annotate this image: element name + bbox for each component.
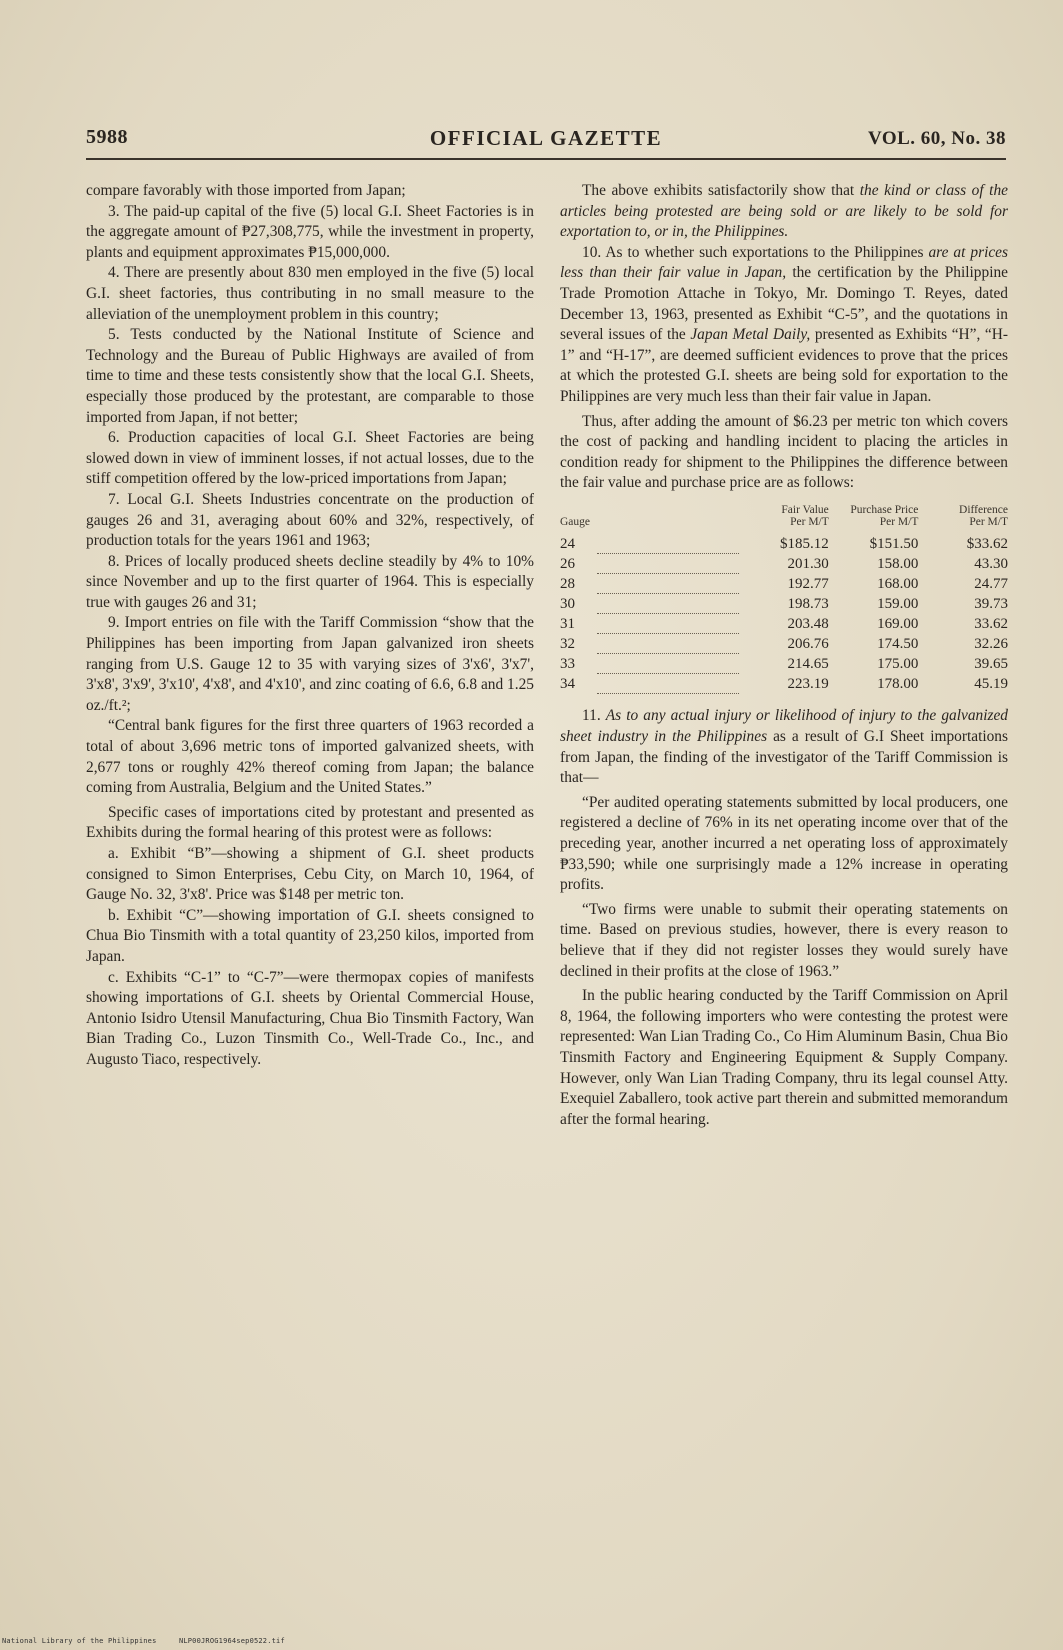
library-credit: National Library of the Philippines [2,1637,157,1645]
paragraph: In the public hearing conducted by the Tariff Commission on April 8, 1964, the following importers who were contesting the protest were represented: Wan Lian Trading Co., Co Him Aluminum Basin, Chua Bio Tinsmith Factory and Engineering Equipment & Supply Company. However, only Wan Lian Trading Company, thru its legal counsel Atty. Exequiel Zaballero, took active part therein and submitted memorandum after the formal hearing. [560,987,1008,1128]
paragraph: 5. Tests conducted by the National Institute of Science and Technology and the Bureau of Public Highways are availed of from time to time and these tests consistently show that the local G.I. Sheets, especially those produced by the protestant, are comparable to those imported from Japan, if not better; [86,326,534,426]
header-fair-value: Fair Value Per M/T [781,503,829,528]
header-gauge: Gauge [560,515,591,528]
scan-footer [2,1637,303,1645]
paragraph: b. Exhibit “C”—showing importation of G.I. sheets consigned to Chua Bio Tinsmith with a total quantity of 23,250 kilos, imported from Japan. [86,906,534,965]
table-row: 31 203.48 169.00 33.62 [560,615,1008,632]
paragraph: 3. The paid-up capital of the five (5) local G.I. Sheet Factories is in the aggregate amount of ₱27,308,775, while the investment in property, plants and equipment approximates ₱15,000,000. [86,202,534,261]
paragraph: Specific cases of importations cited by protestant and presented as Exhibits during the formal hearing of this protest were as follows: [86,803,534,842]
page-header [86,126,1006,158]
left-column [86,181,534,1071]
table-row: 24 $185.12 $151.50 $33.62 [560,535,1008,552]
table-row: 26 201.30 158.00 43.30 [560,555,1008,572]
paragraph: “Two firms were unable to submit their operating statements on time. Based on previous studies, however, there is every reason to believe that if they did not register losses they would surely have declined in their profits at the close of 1963.” [560,900,1008,980]
paragraph: 6. Production capacities of local G.I. Sheet Factories are being slowed down in view of imminent losses, if not actual losses, due to the stiff competition offered by the low-priced importations from Japan; [86,429,534,488]
paragraph: a. Exhibit “B”—showing a shipment of G.I. sheet products consigned to Simon Enterprises, Cebu City, on March 10, 1964, of Gauge No. 32, 3'x8'. Price was $148 per metric ton. [86,845,534,904]
paragraph: “Per audited operating statements submitted by local producers, one registered a decline of 76% in its net operating income over that of the preceding year, another incurred a net operating loss of approximately ₱33,590; while one surprisingly made a 12% increase in operating profits. [560,793,1008,894]
table-row: 33 214.65 175.00 39.65 [560,655,1008,672]
header-purchase-price: Purchase Price Per M/T [850,503,919,528]
price-difference-table [560,504,1008,695]
publication-title: OFFICIAL GAZETTE [429,126,663,150]
paragraph: 7. Local G.I. Sheets Industries concentrate on the production of gauges 26 and 31, averaging about 60% and 32%, respectively, of production totals for the years 1961 and 1963; [86,490,534,550]
header-rule [86,158,1006,160]
paragraph: 9. Import entries on file with the Tariff Commission “show that the Philippines has been importing from Japan galvanized iron sheets ranging from U.S. Gauge 12 to 35 with varying sizes of 3'x6', 3'x7', 3'x8', 3'x9', 3'x10', 4'x8', and 4'x10', and zinc coating of 6.6, 6.8 and 1.25 oz./ft.²; [86,614,534,714]
volume-number: VOL. 60, No. 38 [867,128,1006,149]
paragraph: The above exhibits satisfactorily show that the kind or class of the articles being protested are being sold or are likely to be sold for exportation to, or in, the Philippines. [560,182,1008,241]
table-row: 28 192.77 168.00 24.77 [560,575,1008,592]
paragraph: 10. As to whether such exportations to the Philippines are at prices less than their fair value in Japan, the certification by the Philippine Trade Promotion Attache in Tokyo, Mr. Domingo T. Reyes, dated December 13, 1963, presented as Exhibit “C-5”, and the quotations in several issues of the Japan Metal Daily, presented as Exhibits “H”, “H-1” and “H-17”, are deemed sufficient evidences to prove that the prices at which the protested G.I. sheets are being sold for exportation to the Philippines are very much less than their fair value in Japan. [560,243,1008,405]
table-row: 32 206.76 174.50 32.26 [560,635,1008,652]
table-row: 30 198.73 159.00 39.73 [560,595,1008,612]
paragraph: Thus, after adding the amount of $6.23 per metric ton which covers the cost of packing and handling incident to placing the articles in condition ready for shipment to the Philippines the difference between the fair value and purchase price are as follows: [560,412,1008,492]
paragraph: 8. Prices of locally produced sheets decline steadily by 4% to 10% since November and up to the first quarter of 1964. This is especially true with gauges 26 and 31; [86,552,534,611]
paragraph: c. Exhibits “C-1” to “C-7”—were thermopax copies of manifests showing importations of G.I. sheets by Oriental Commercial House, Antonio Isidro Utensil Manufacturing, Chua Bio Tinsmith Factory, Wan Bian Trading Co., Luzon Tinsmith Co., Well-Trade Co., Inc., and Augusto Tiaco, respectively. [86,968,534,1068]
paragraph: “Central bank figures for the first three quarters of 1963 recorded a total of about 3,696 metric tons of imported galvanized sheets, with 2,677 tons or roughly 42% thereof coming from Japan; the balance coming from Australia, Belgium and the United States.” [86,717,534,797]
page-number: 5988 [86,126,128,148]
table-header-row [560,504,1008,534]
paragraph: 4. There are presently about 830 men employed in the five (5) local G.I. sheet factories, thus contributing in no small measure to the alleviation of the unemployment problem in this country; [86,264,534,323]
file-name: NLP00JROG1964sep0522.tif [178,1637,285,1645]
table-row: 34 223.19 178.00 45.19 [560,675,1008,692]
header-difference: Difference Per M/T [959,503,1008,528]
paragraph: 11. As to any actual injury or likelihood of injury to the galvanized sheet industry in the Philippines as a result of G.I Sheet importations from Japan, the finding of the investigator of the Tariff Commission is that— [560,707,1009,787]
paragraph: compare favorably with those imported from Japan; [86,182,406,199]
right-column [560,181,1008,1130]
